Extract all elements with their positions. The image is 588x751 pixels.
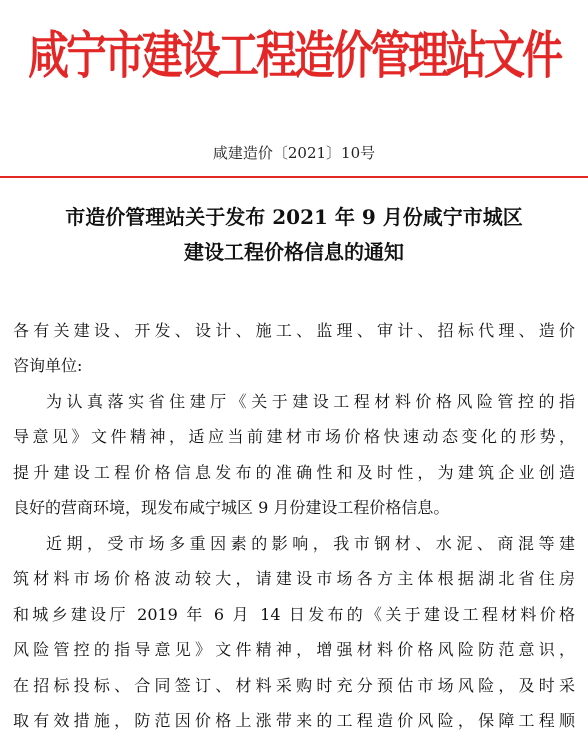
paragraph-line: 提升建设工程价格信息发布的准确性和及时性，为建筑企业创造 (13, 463, 575, 482)
masthead-title: 咸宁市建设工程造价管理站文件 (28, 25, 560, 86)
red-divider-line (0, 176, 588, 178)
notice-title-line-2: 建设工程价格信息的通知 (184, 240, 404, 264)
addressee-line: 各有关建设、开发、设计、施工、监理、审计、招标代理、造价 (13, 321, 575, 340)
paragraph-line: 取有效措施，防范因价格上涨带来的工程造价风险，保障工程顺 (13, 711, 575, 730)
notice-title-line-1: 市造价管理站关于发布 2021 年 9 月份咸宁市城区 (65, 205, 523, 229)
paragraph-line: 导意见》文件精神，适应当前建材市场价格快速动态变化的形势， (13, 427, 575, 446)
addressee-line: 咨询单位: (13, 356, 83, 375)
document-number: 咸建造价〔2021〕10号 (212, 144, 376, 162)
paragraph-line: 为认真落实省住建厅《关于建设工程材料价格风险管控的指 (46, 392, 575, 411)
paragraph-line: 在招标投标、合同签订、材料采购时充分预估市场风险，及时采 (13, 676, 575, 695)
paragraph-line: 筑材料市场价格波动较大，请建设市场各方主体根据湖北省住房 (13, 569, 575, 588)
paragraph-line: 和城乡建设厅 2019 年 6 月 14 日发布的《关于建设工程材料价格 (13, 605, 575, 624)
paragraph-line: 风险管控的指导意见》文件精神，增强材料价格风险防范意识， (13, 640, 575, 659)
paragraph-line: 良好的营商环境，现发布咸宁城区 9 月份建设工程价格信息。 (13, 498, 450, 517)
paragraph-line: 近期，受市场多重因素的影响，我市钢材、水泥、商混等建 (46, 534, 575, 553)
